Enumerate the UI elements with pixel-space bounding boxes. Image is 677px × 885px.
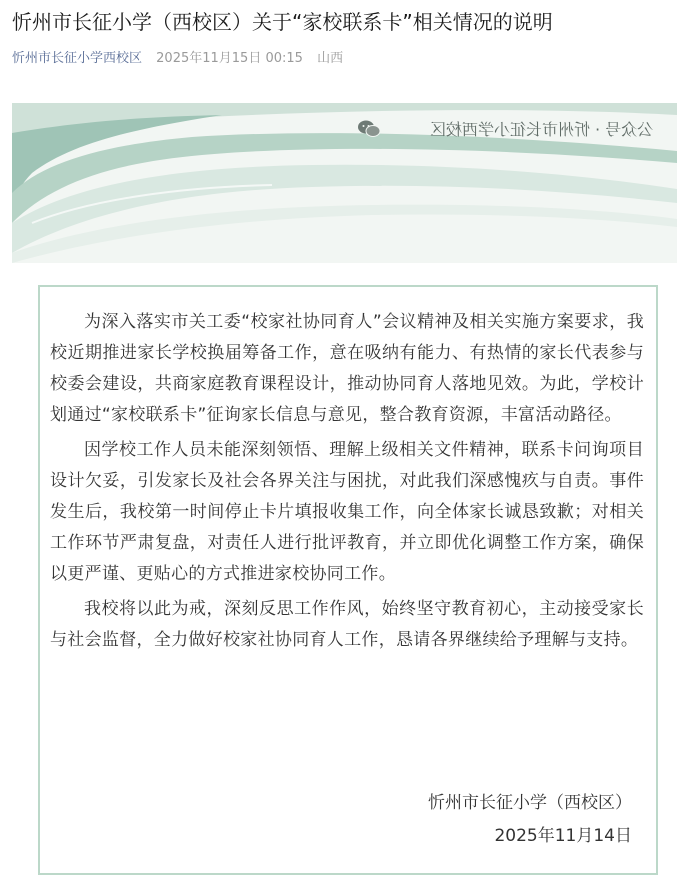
letter-body bbox=[50, 307, 644, 660]
publish-location: 山西 bbox=[317, 51, 344, 66]
signature-name: 忻州市长征小学（西校区） bbox=[428, 793, 632, 813]
banner-caption-text: 公众号 · 忻州市长征小学西校区 bbox=[429, 120, 653, 139]
article-title: 忻州市长征小学（西校区）关于“家校联系卡”相关情况的说明 bbox=[12, 10, 553, 34]
signature-date: 2025年11月14日 bbox=[494, 826, 632, 846]
publish-time: 2025年11月15日 00:15 bbox=[156, 51, 303, 66]
letter-paragraph: 我校将以此为戒，深刻反思工作作风，始终坚守教育初心，主动接受家长与社会监督，全力做好校家社协同育人工作，恳请各界继续给予理解与支持。 bbox=[50, 599, 644, 650]
wechat-logo-icon bbox=[357, 119, 381, 139]
letter-paragraph: 因学校工作人员未能深刻领悟、理解上级相关文件精神，联系卡问询项目设计欠妥，引发家长及社会各界关注与困扰，对此我们深感愧疚与自责。事件发生后，我校第一时间停止卡片填报收集工作，向全体家长诚恳致歉；对相关工作环节严肃复盘，对责任人进行批评教育，并立即优化调整工作方案，确保以更严谨、更贴心的方式推进家校协同工作。 bbox=[50, 440, 644, 584]
account-name-link[interactable]: 忻州市长征小学西校区 bbox=[12, 51, 143, 66]
letter-paragraph: 为深入落实市关工委“校家社协同育人”会议精神及相关实施方案要求，我校近期推进家长学校换届筹备工作，意在吸纳有能力、有热情的家长代表参与校委会建设，共商家庭教育课程设计，推动协同育人落地见效。为此，学校计划通过“家校联系卡”征询家长信息与意见，整合教育资源，丰富活动路径。 bbox=[50, 312, 644, 425]
header-banner-image bbox=[12, 103, 677, 263]
article-meta bbox=[12, 50, 343, 68]
